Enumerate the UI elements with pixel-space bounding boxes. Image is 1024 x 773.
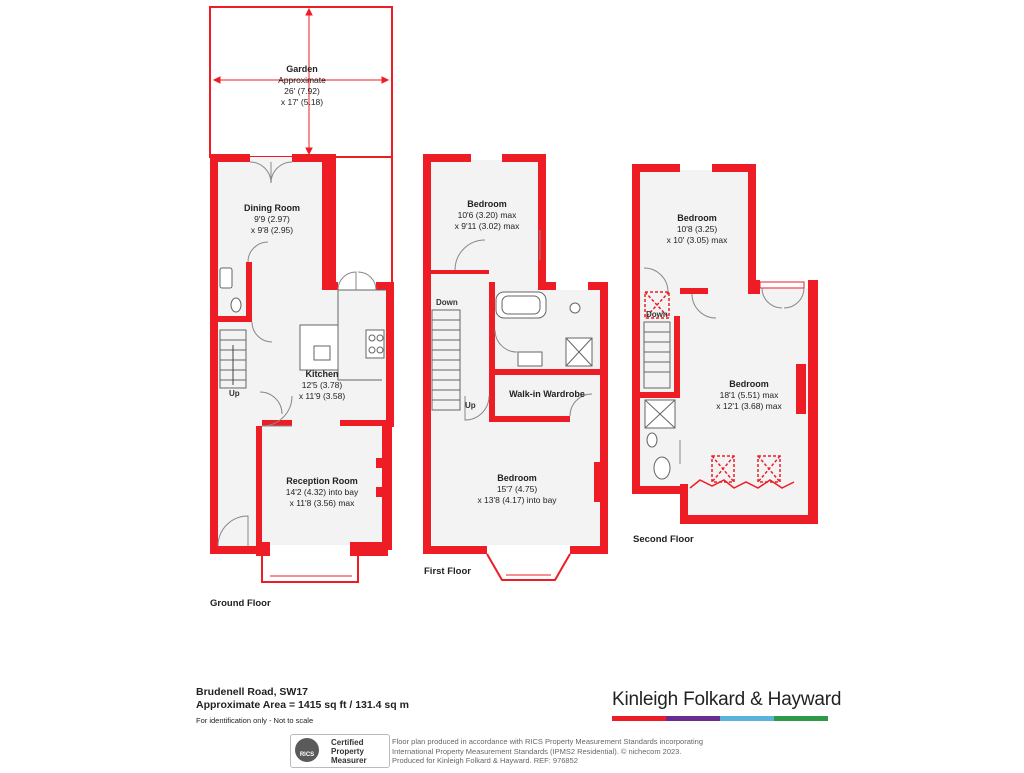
property-info bbox=[196, 686, 409, 727]
property-area: Approximate Area = 1415 sq ft / 131.4 sq m bbox=[196, 699, 409, 711]
brand-bar-green bbox=[774, 716, 828, 721]
brand-bar-red bbox=[612, 716, 666, 721]
garden-label: Garden Approximate 26' (7.92) x 17' (5.18) bbox=[278, 64, 326, 107]
kitchen-label: Kitchen 12'5 (3.78) x 11'9 (3.58) bbox=[298, 369, 346, 401]
rics-text: Certified Property Measurer bbox=[331, 738, 367, 765]
rics-logo: RICS bbox=[295, 738, 319, 762]
first-floor-title: First Floor bbox=[424, 566, 471, 577]
first-stairs-down-label: Down bbox=[436, 298, 458, 307]
brand-bar-purple bbox=[666, 716, 720, 721]
first-bay-window bbox=[487, 554, 570, 580]
brand-bar-blue bbox=[720, 716, 774, 721]
property-address: Brudenell Road, SW17 bbox=[196, 686, 309, 698]
reception-room-label: Reception Room 14'2 (4.32) into bay x 11'8 (3.56) max bbox=[285, 476, 359, 508]
first-stairs-up-label: Up bbox=[465, 401, 476, 410]
ground-stairs-up-label: Up bbox=[229, 389, 240, 398]
walk-in-wardrobe-label: Walk-in Wardrobe bbox=[509, 389, 585, 399]
measurement-footnote: Floor plan produced in accordance with RICS Property Measurement Standards incorporating International Property Measurement Standards (IPMS2 Residential). © nichecom 2023. Produced for Kinleigh Folkard & Hayward. REF: 976852 bbox=[392, 737, 703, 765]
second-floor-title: Second Floor bbox=[633, 534, 694, 545]
agent-name: Kinleigh Folkard & Hayward bbox=[612, 689, 842, 710]
first-floor-bedroom-2-label: Bedroom 15'7 (4.75) x 13'8 (4.17) into bay bbox=[477, 473, 557, 505]
ground-floor-title: Ground Floor bbox=[210, 598, 271, 609]
property-note: For identification only - Not to scale bbox=[196, 716, 314, 725]
first-floor-bedroom-1-label: Bedroom 10'6 (3.20) max x 9'11 (3.02) max bbox=[454, 199, 520, 231]
second-floor-bedroom-1-label: Bedroom 10'8 (3.25) x 10' (3.05) max bbox=[666, 213, 728, 245]
dining-room-label: Dining Room 9'9 (2.97) x 9'8 (2.95) bbox=[244, 203, 300, 235]
rics-badge bbox=[290, 734, 390, 768]
second-floor-bedroom-2-label: Bedroom 18'1 (5.51) max x 12'1 (3.68) max bbox=[716, 379, 782, 411]
second-stairs-down-label: Down bbox=[646, 310, 668, 319]
ground-bay-window bbox=[262, 555, 358, 582]
